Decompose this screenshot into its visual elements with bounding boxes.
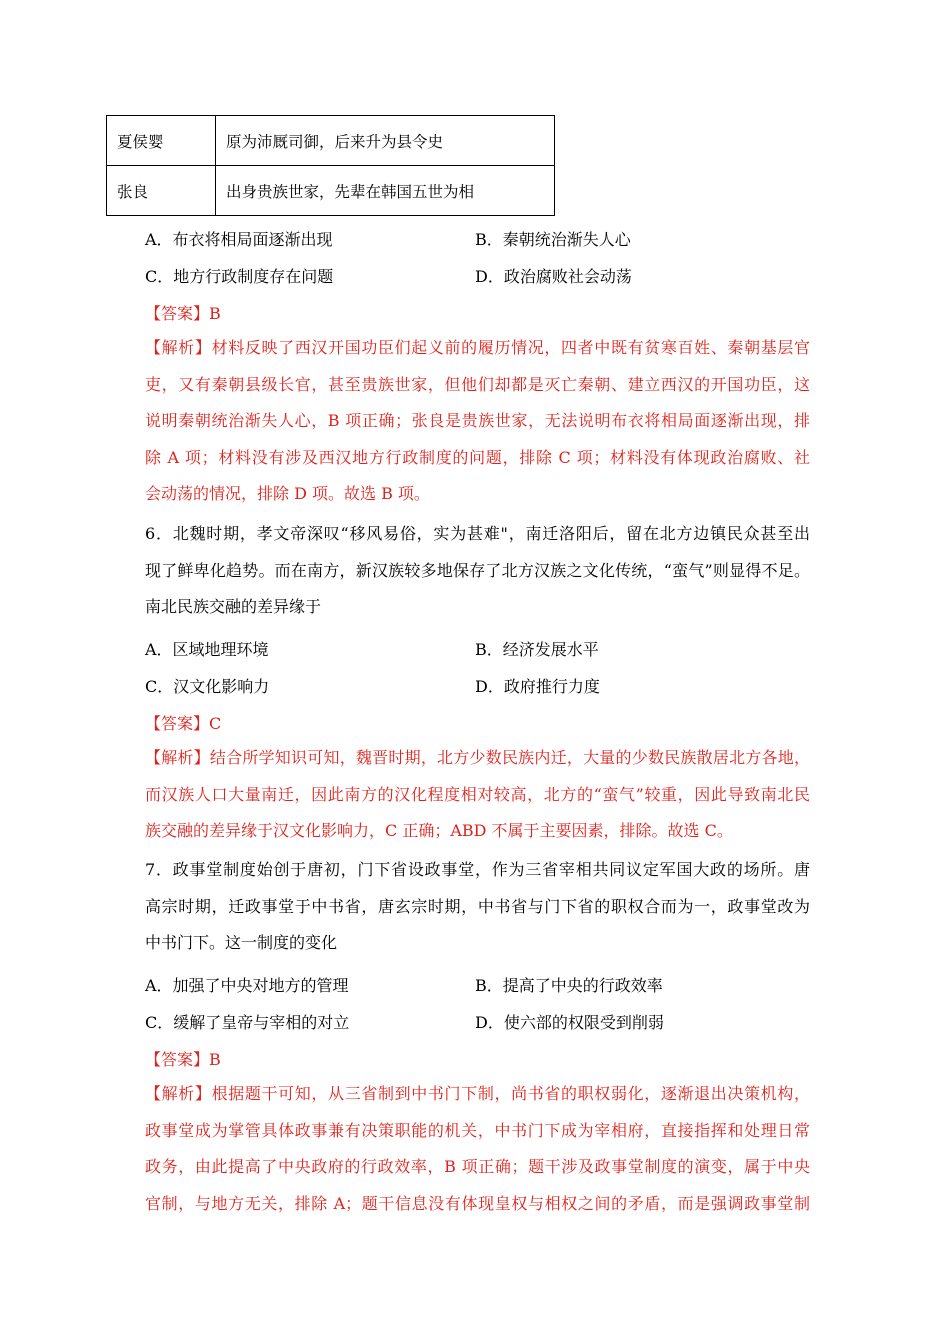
table-cell-desc: 出身贵族世家，先辈在韩国五世为相 — [216, 166, 555, 216]
q7-answer: 【答案】B — [145, 1050, 221, 1069]
stem-line: 中书门下。这一制度的变化 — [145, 933, 338, 952]
analysis-line: 官制，与地方无关，排除 A；题干信息没有体现皇权与相权之间的矛盾，而是强调政事堂制 — [145, 1193, 810, 1213]
analysis-line: 政务，由此提高了中央政府的行政效率，B 项正确；题干涉及政事堂制度的演变，属于中央 — [145, 1157, 810, 1176]
table-row — [107, 116, 555, 166]
analysis-line: 政事堂成为掌管具体政事兼有决策职能的机关，中书门下成为宰相府，直接指挥和处理日常 — [145, 1120, 810, 1140]
table-cell-name: 张良 — [107, 166, 216, 216]
analysis-line: 族交融的差异缘于汉文化影响力，C 正确；ABD 不属于主要因素，排除。故选 C。 — [145, 821, 733, 840]
q7-stem — [145, 852, 810, 962]
q7-option-a: A．加强了中央对地方的管理 — [145, 976, 349, 995]
q5-answer: 【答案】B — [145, 304, 221, 323]
analysis-line: 吏，又有秦朝县级长官，甚至贵族世家，但他们却都是灭亡秦朝、建立西汉的开国功臣，这 — [145, 374, 810, 394]
q6-option-a: A．区域地理环境 — [145, 640, 269, 659]
q7-option-c: C．缓解了皇帝与宰相的对立 — [145, 1013, 350, 1032]
analysis-line: 除 A 项；材料没有涉及西汉地方行政制度的问题，排除 C 项；材料没有体现政治腐败、社 — [145, 447, 810, 467]
stem-line: 6．北魏时期，孝文帝深叹“移风易俗，实为甚难"，南迁洛阳后，留在北方边镇民众甚至出 — [145, 524, 810, 543]
analysis-line: 【解析】材料反映了西汉开国功臣们起义前的履历情况，四者中既有贫寒百姓、秦朝基层官 — [145, 338, 810, 357]
stem-line: 南北民族交融的差异缘于 — [145, 597, 322, 616]
q6-option-d: D．政府推行力度 — [475, 677, 600, 696]
q6-option-c: C．汉文化影响力 — [145, 677, 270, 696]
q7-option-d: D．使六部的权限受到削弱 — [475, 1013, 664, 1032]
q5-option-a: A．布衣将相局面逐渐出现 — [145, 230, 333, 249]
analysis-line: 说明秦朝统治渐失人心，B 项正确；张良是贵族世家，无法说明布衣将相局面逐渐出现，排 — [145, 411, 810, 430]
q5-option-b: B．秦朝统治渐失人心 — [475, 230, 631, 249]
table-row — [107, 166, 555, 216]
q6-analysis — [145, 740, 810, 850]
q7-option-b: B．提高了中央的行政效率 — [475, 976, 663, 995]
stem-line: 高宗时期，迁政事堂于中书省，唐玄宗时期，中书省与门下省的职权合而为一，政事堂改为 — [145, 896, 810, 916]
analysis-line: 会动荡的情况，排除 D 项。故选 B 项。 — [145, 484, 430, 503]
analysis-line: 【解析】根据题干可知，从三省制到中书门下制，尚书省的职权弱化，逐渐退出决策机构， — [145, 1084, 810, 1103]
q6-stem — [145, 516, 810, 626]
q5-option-d: D．政治腐败社会动荡 — [475, 267, 632, 286]
table-cell-name: 夏侯婴 — [107, 116, 216, 166]
q7-analysis — [145, 1076, 810, 1222]
q6-answer: 【答案】C — [145, 714, 222, 733]
q5-analysis — [145, 330, 810, 513]
table-cell-desc: 原为沛厩司御，后来升为县令史 — [216, 116, 555, 166]
analysis-line: 【解析】结合所学知识可知，魏晋时期，北方少数民族内迁，大量的少数民族散居北方各地， — [145, 748, 810, 767]
analysis-line: 而汉族人口大量南迁，因此南方的汉化程度相对较高，北方的“蛮气”较重，因此导致南北民 — [145, 784, 810, 804]
q6-option-b: B．经济发展水平 — [475, 640, 599, 659]
q5-option-c: C．地方行政制度存在问题 — [145, 267, 334, 286]
info-table — [106, 115, 555, 216]
stem-line: 7．政事堂制度始创于唐初，门下省设政事堂，作为三省宰相共同议定军国大政的场所。唐 — [145, 860, 810, 879]
stem-line: 现了鲜卑化趋势。而在南方，新汉族较多地保存了北方汉族之文化传统，“蛮气”则显得不足。 — [145, 560, 810, 580]
